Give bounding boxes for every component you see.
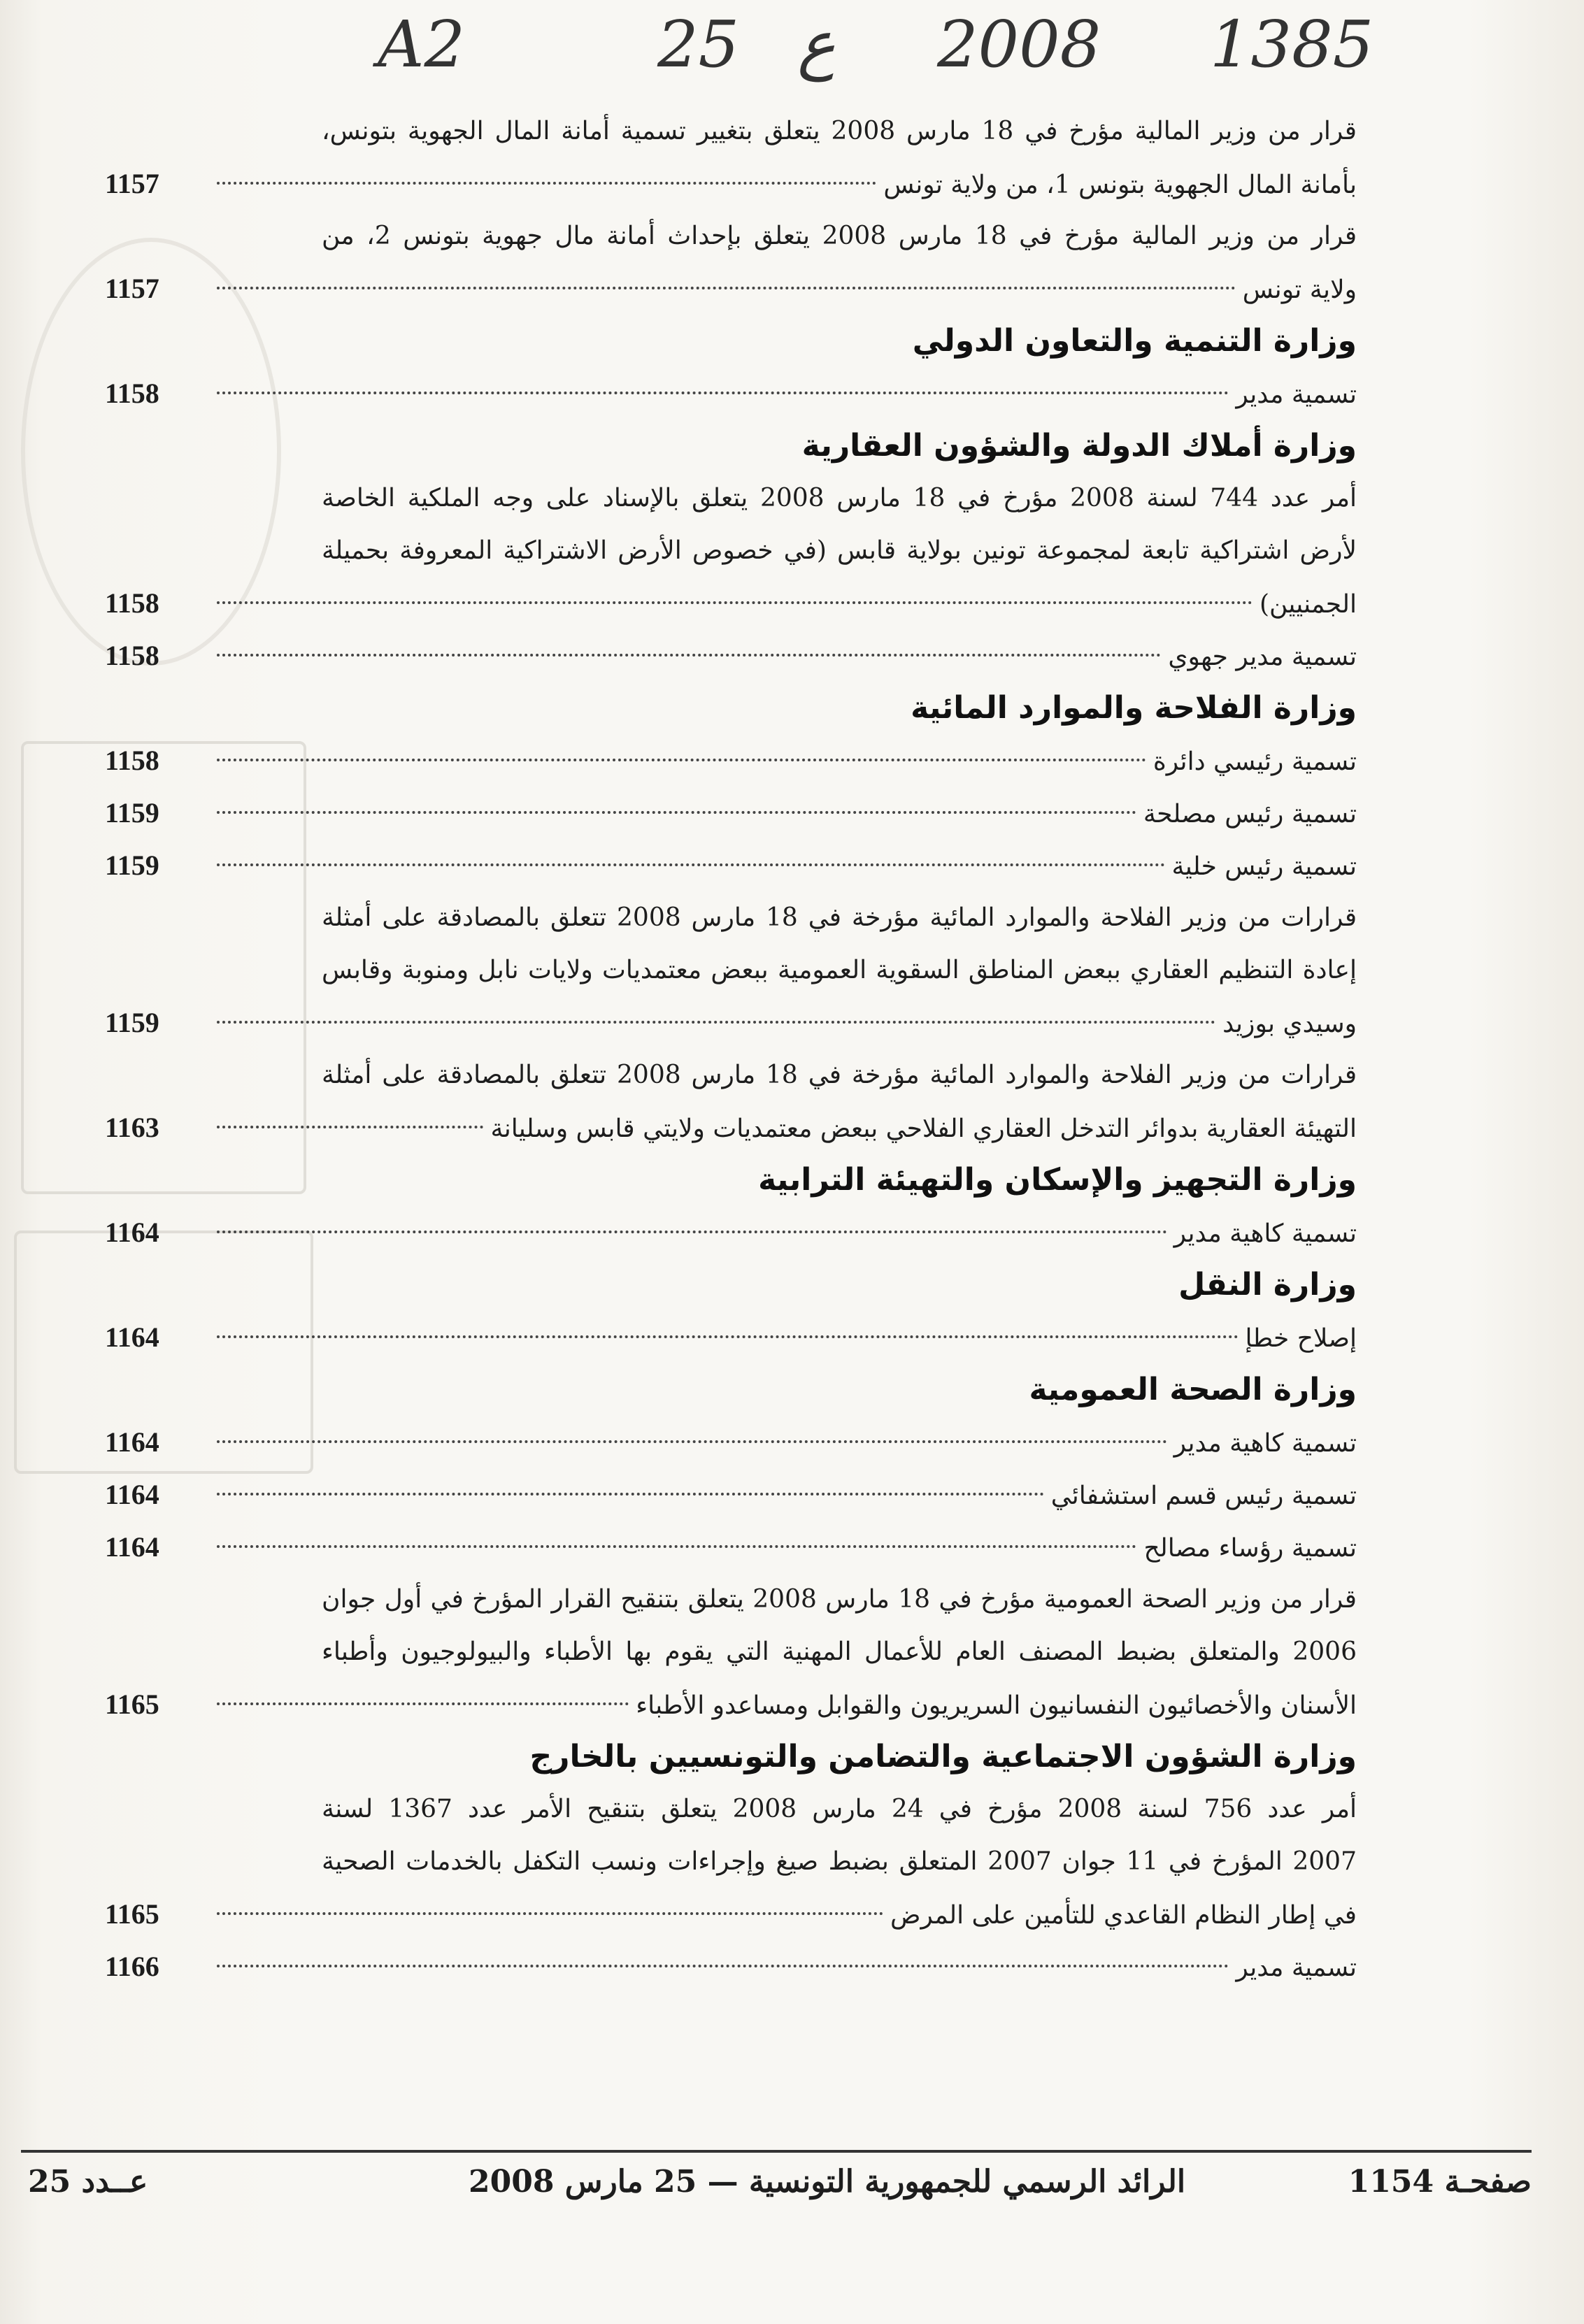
entry-text: تسمية مدير جهوي [1168, 643, 1357, 671]
entry-text: قرارات من وزير الفلاحة والموارد المائية مؤرخة في 18 مارس 2008 تتعلق بالمصادقة على أمثلة [322, 1061, 1357, 1089]
entry-page-number: 1164 [105, 1479, 159, 1510]
page-footer [21, 2164, 1532, 2213]
entry-text: 2007 المؤرخ في 11 جوان 2007 المتعلق بضبط صيغ وإجراءات ونسب التكفل بالخدمات الصحية [322, 1847, 1357, 1876]
dot-leader [217, 1126, 483, 1128]
entry-page-number: 1159 [105, 797, 159, 829]
entry-text: التهيئة العقارية بدوائر التدخل العقاري الفلاحي ببعض معتمديات ولايتي قابس وسليانة [490, 1114, 1357, 1143]
entry-page-number: 1158 [105, 587, 159, 619]
toc-entry[interactable] [105, 891, 1357, 1049]
toc-entry[interactable] [105, 734, 1357, 787]
table-of-contents [105, 105, 1357, 1993]
dot-leader [217, 1440, 1167, 1443]
dot-leader [217, 1493, 1044, 1495]
entry-page-number: 1157 [105, 273, 159, 304]
dot-leader [217, 1545, 1136, 1548]
toc-entry[interactable] [105, 210, 1357, 315]
entry-text: أمر عدد 744 لسنة 2008 مؤرخ في 18 مارس 2008 يتعلق بالإسناد على وجه الملكية الخاصة [322, 484, 1357, 512]
entry-text: تسمية رئيس قسم استشفائي [1050, 1482, 1357, 1510]
entry-page-number: 1163 [105, 1112, 159, 1143]
dot-leader [217, 601, 1253, 604]
toc-entry[interactable] [105, 1573, 1357, 1730]
ministry-heading: وزارة الفلاحة والموارد المائية [911, 690, 1357, 726]
entry-page-number: 1158 [105, 640, 159, 671]
entry-text: تسمية رؤساء مصالح [1143, 1534, 1357, 1563]
entry-text: تسمية رئيس مصلحة [1143, 800, 1357, 829]
handwritten-a2: A2 [378, 7, 465, 82]
entry-text: الجمنيين) [1259, 590, 1357, 619]
handwritten-annotation [0, 7, 1584, 91]
entry-page-number: 1157 [105, 168, 159, 199]
entry-text: أمر عدد 756 لسنة 2008 مؤرخ في 24 مارس 2008 يتعلق بتنقيح الأمر عدد 1367 لسنة [322, 1795, 1357, 1823]
toc-entry[interactable] [105, 787, 1357, 839]
entry-page-number: 1164 [105, 1426, 159, 1458]
ministry-heading: وزارة أملاك الدولة والشؤون العقارية [801, 428, 1357, 464]
entry-page-number: 1159 [105, 849, 159, 881]
ministry-heading: وزارة التجهيز والإسكان والتهيئة الترابية [758, 1162, 1357, 1198]
dot-leader [217, 759, 1146, 761]
entry-page-number: 1158 [105, 745, 159, 776]
entry-text: قرار من وزير المالية مؤرخ في 18 مارس 2008 يتعلق بتغيير تسمية أمانة المال الجهوية بتونس، [322, 117, 1357, 145]
ministry-heading: وزارة الشؤون الاجتماعية والتضامن والتونسيين بالخارج [529, 1739, 1357, 1774]
dot-leader [217, 1335, 1239, 1338]
dot-leader [217, 392, 1229, 394]
toc-entry[interactable] [105, 1311, 1357, 1363]
entry-text: تسمية كاهية مدير [1173, 1219, 1357, 1248]
dot-leader [217, 287, 1236, 289]
toc-entry[interactable] [105, 1940, 1357, 1993]
entry-page-number: 1165 [105, 1688, 159, 1720]
entry-text: 2006 والمتعلق بضبط المصنف العام للأعمال المهنية التي يقوم بها الأطباء والبيولوجيون وأطباء [322, 1637, 1357, 1666]
handwritten-number: 1385 [1210, 7, 1374, 82]
toc-entry[interactable] [105, 839, 1357, 891]
entry-text: تسمية مدير [1236, 380, 1357, 409]
toc-entry[interactable] [105, 367, 1357, 419]
ministry-heading: وزارة التنمية والتعاون الدولي [912, 323, 1357, 359]
entry-text: تسمية مدير [1236, 1953, 1357, 1982]
toc-entry[interactable] [105, 105, 1357, 210]
toc-entry[interactable] [105, 1783, 1357, 1940]
toc-entry[interactable] [105, 1468, 1357, 1521]
entry-text: لأرض اشتراكية تابعة لمجموعة تونين بولاية قابس (في خصوص الأرض الاشتراكية المعروفة بحميلة [322, 536, 1357, 565]
toc-entry[interactable] [105, 1049, 1357, 1154]
entry-text: تسمية رئيس خلية [1171, 852, 1357, 881]
toc-entry[interactable] [105, 1416, 1357, 1468]
entry-text: قرار من وزير المالية مؤرخ في 18 مارس 2008 يتعلق بإحداث أمانة مال جهوية بتونس 2، من [322, 222, 1357, 250]
toc-entry[interactable] [105, 472, 1357, 629]
entry-text: في إطار النظام القاعدي للتأمين على المرض [890, 1901, 1357, 1930]
entry-page-number: 1166 [105, 1951, 159, 1982]
handwritten-year: 2008 [937, 7, 1101, 82]
toc-entry[interactable] [105, 1206, 1357, 1258]
entry-page-number: 1164 [105, 1217, 159, 1248]
dot-leader [217, 863, 1165, 866]
toc-entry[interactable] [105, 629, 1357, 682]
footer-page-number: صفحـة 1154 [1348, 2164, 1532, 2200]
entry-page-number: 1164 [105, 1321, 159, 1353]
entry-text: الأسنان والأخصائيون النفسانيون السريريون والقوابل ومساعدو الأطباء [636, 1691, 1357, 1720]
entry-text: تسمية رئيسي دائرة [1153, 747, 1357, 776]
dot-leader [217, 182, 876, 185]
dot-leader [217, 1231, 1167, 1233]
dot-leader [217, 1912, 883, 1915]
footer-issue-number: عــدد 25 [28, 2164, 148, 2200]
footer-rule [21, 2150, 1532, 2153]
dot-leader [217, 1965, 1229, 1967]
entry-text: تسمية كاهية مدير [1173, 1429, 1357, 1458]
dot-leader [217, 1702, 629, 1705]
handwritten-month: ع [797, 7, 836, 82]
toc-entry[interactable] [105, 1521, 1357, 1573]
footer-journal-title: الرائد الرسمي للجمهورية التونسية — 25 مارس 2008 [469, 2164, 1186, 2200]
entry-page-number: 1158 [105, 378, 159, 409]
dot-leader [217, 654, 1161, 657]
entry-text: وسيدي بوزيد [1222, 1010, 1357, 1038]
entry-page-number: 1165 [105, 1898, 159, 1930]
entry-text: بأمانة المال الجهوية بتونس 1، من ولاية تونس [883, 171, 1357, 199]
entry-text: قرار من وزير الصحة العمومية مؤرخ في 18 مارس 2008 يتعلق بتنقيح القرار المؤرخ في أول جوان [322, 1585, 1357, 1614]
entry-text: قرارات من وزير الفلاحة والموارد المائية مؤرخة في 18 مارس 2008 تتعلق بالمصادقة على أمثلة [322, 903, 1357, 932]
entry-text: إعادة التنظيم العقاري ببعض المناطق السقوية العمومية ببعض معتمديات ولايات نابل ومنوبة وقابس [322, 956, 1357, 984]
ministry-heading: وزارة الصحة العمومية [1029, 1372, 1357, 1407]
entry-text: ولاية تونس [1242, 275, 1357, 304]
entry-page-number: 1164 [105, 1531, 159, 1563]
entry-text: إصلاح خطإ [1245, 1324, 1357, 1353]
ministry-heading: وزارة النقل [1178, 1267, 1357, 1303]
handwritten-day: 25 [657, 7, 740, 82]
entry-page-number: 1159 [105, 1007, 159, 1038]
dot-leader [217, 1021, 1215, 1024]
dot-leader [217, 811, 1136, 814]
